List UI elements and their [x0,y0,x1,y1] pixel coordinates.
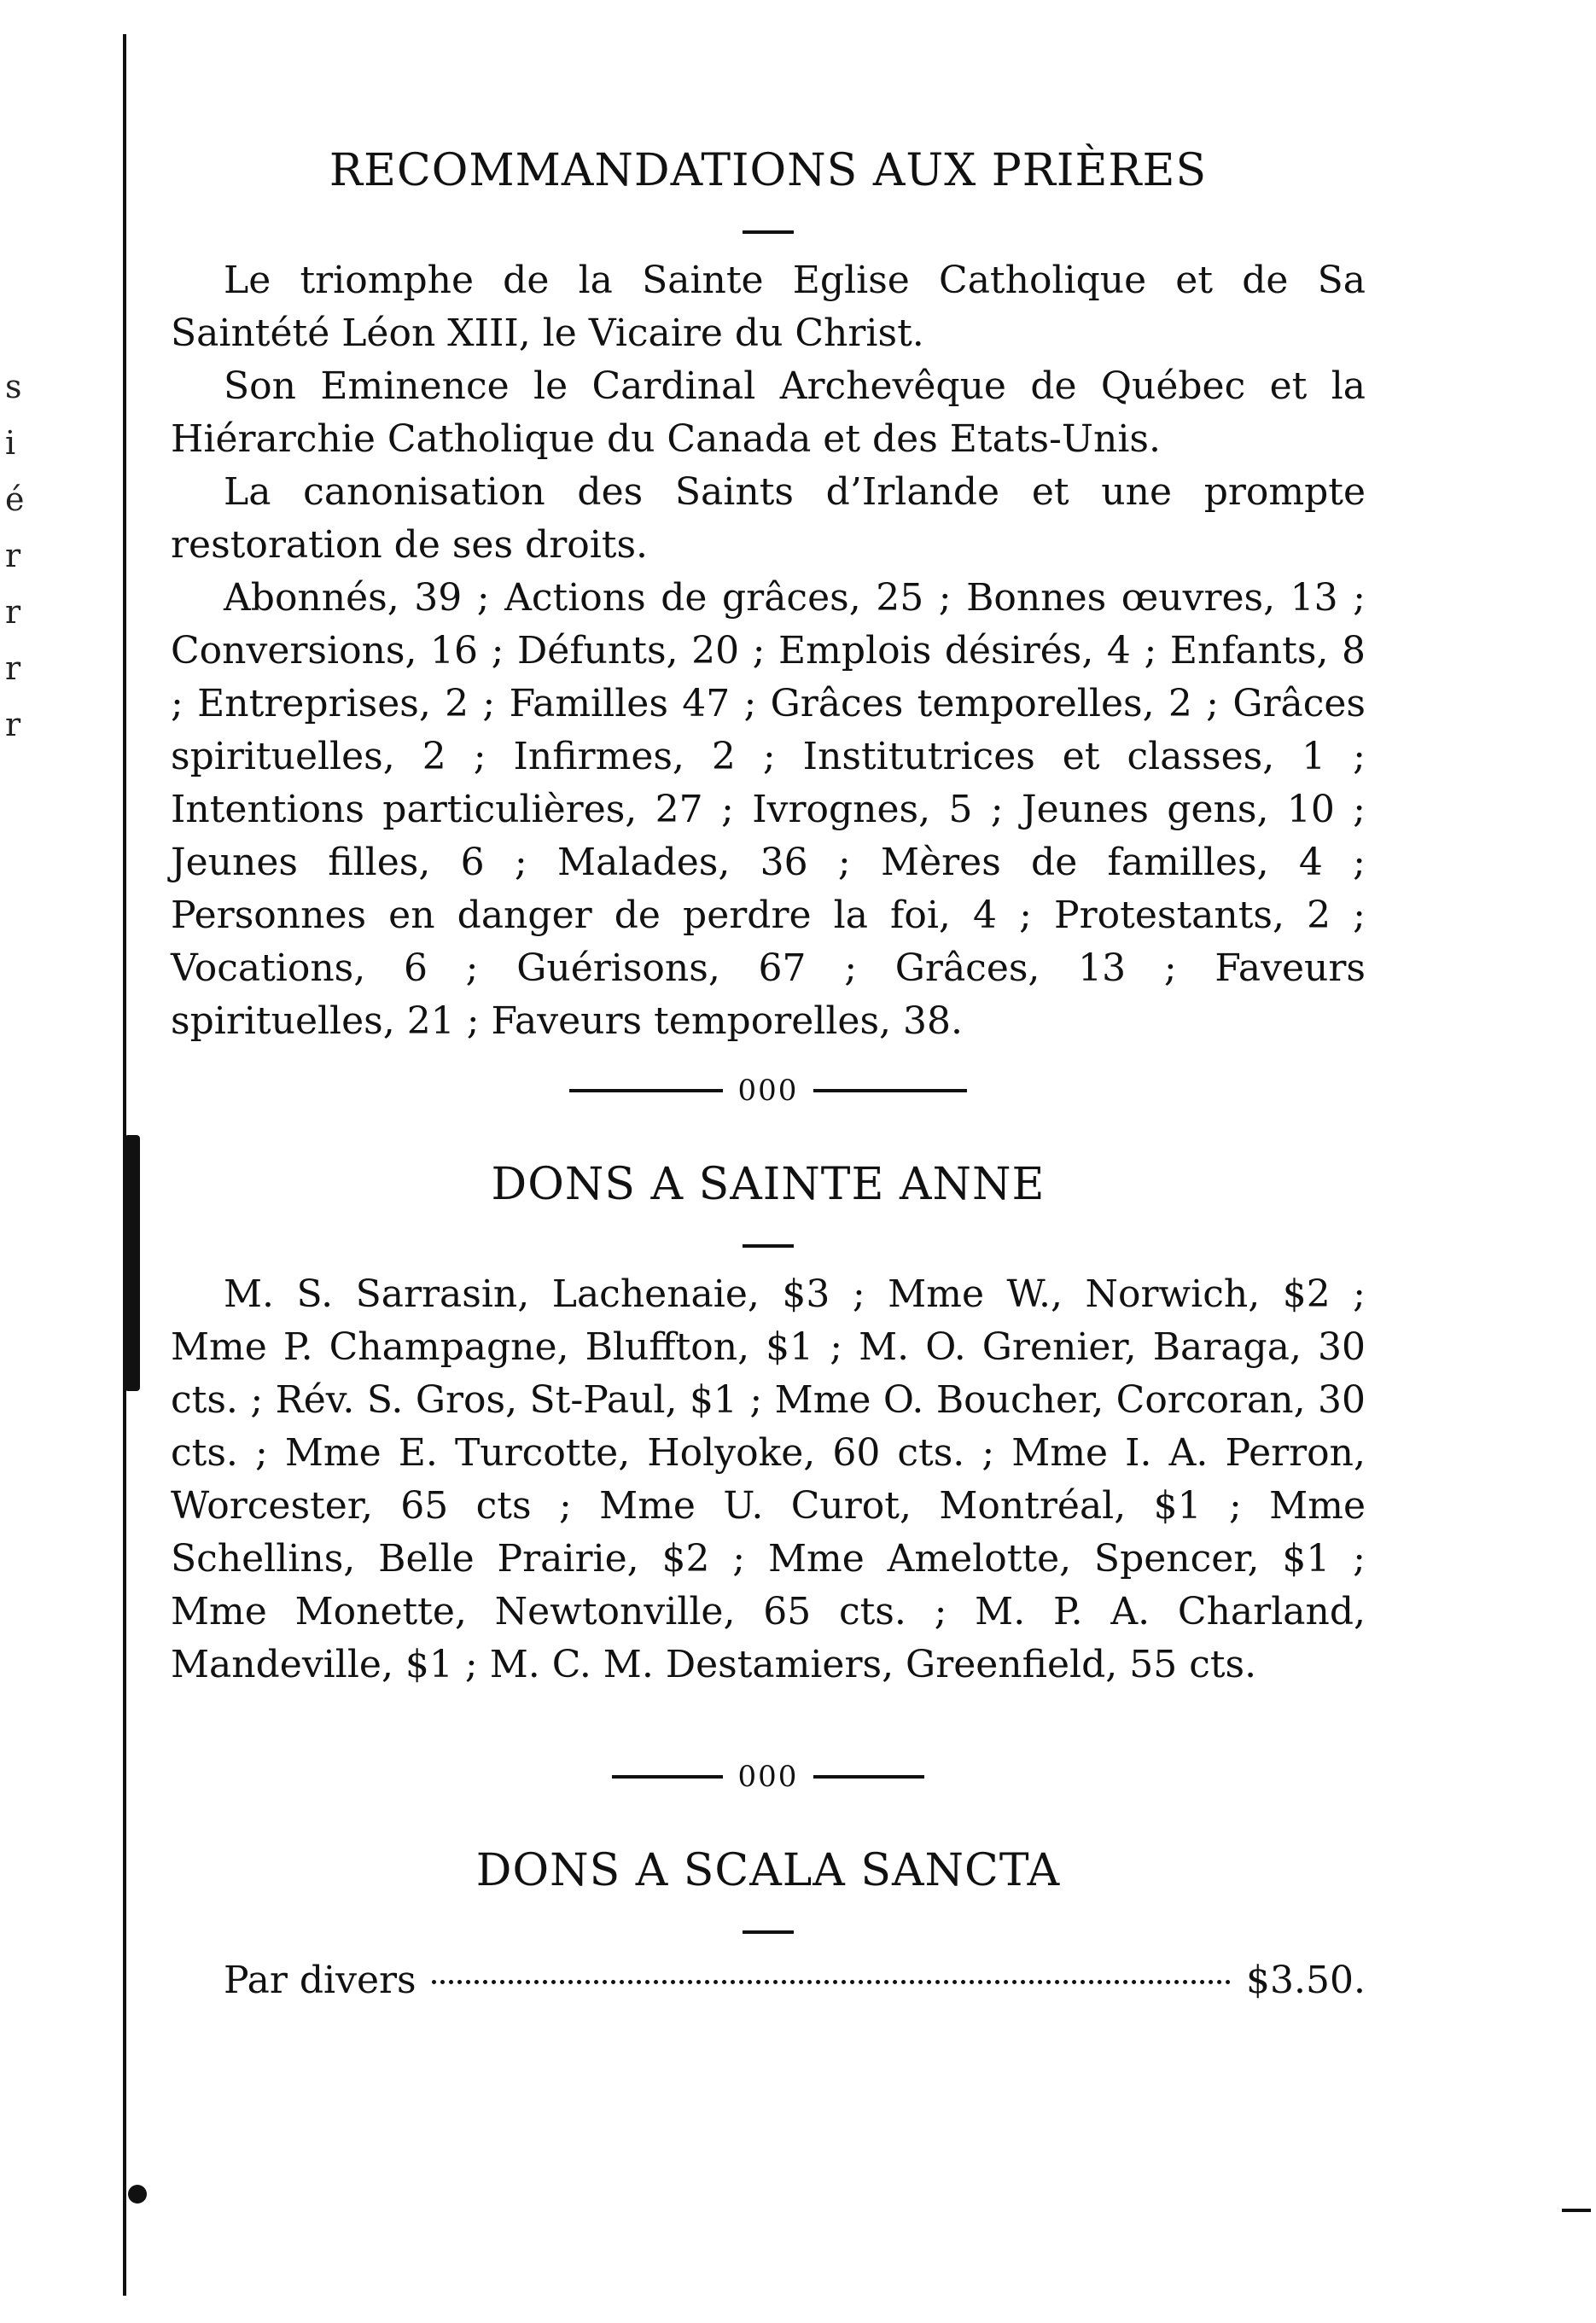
donation-label: Par divers [224,1959,416,2002]
section-heading: DONS A SCALA SANCTA [475,1845,1061,1896]
section-dons-sainte-anne [171,1159,1366,1691]
leader-dots [432,1980,1231,1984]
page-content [171,145,1366,2007]
section-heading: RECOMMANDATIONS AUX PRIÈRES [329,145,1208,196]
edge-letter: r [5,537,21,574]
donation-amount: $3.50. [1246,1959,1366,2002]
separator-line [813,1089,967,1092]
paragraph: Abonnés, 39 ; Actions de grâces, 25 ; Bonnes œuvres, 13 ; Conversions, 16 ; Défunts, 20 ; Emplois désirés, 4 ; Enfants, 8 ; Entreprises, 2 ; Familles 47 ; Grâces temporelles, 2 ; Grâces spirituelles, 2 ; Infirmes, 2 ; Institutrices et classes, 1 ; Intentions particulières, 27 ; Ivrognes, 5 ; Jeunes gens, 10 ; Jeunes filles, 6 ; Malades, 36 ; Mères de familles, 4 ; Personnes en danger de perdre la foi, 4 ; Protestants, 2 ; Vocations, 6 ; Guérisons, 67 ; Grâces, 13 ; Faveurs spirituelles, 21 ; Faveurs temporelles, 38. [171,576,1366,1043]
edge-letters [5,358,31,753]
section-separator [171,1760,1366,1794]
heading-rule [743,1244,794,1248]
edge-letter: r [5,706,21,743]
heading-rule [743,1930,794,1934]
paragraph: La canonisation des Saints d’Irlande et une prompte restoration de ses droits. [171,470,1366,567]
edge-letter: r [5,649,21,687]
edge-letter: é [5,480,25,518]
section-recommandations [171,145,1366,1048]
separator-mark: 000 [737,1760,799,1794]
margin-tick [1562,2209,1591,2212]
section-separator [171,1074,1366,1108]
donation-entry [171,1954,1366,2007]
paragraph: Le triomphe de la Sainte Eglise Catholique et de Sa Saintété Léon XIII, le Vicaire du Christ. [171,259,1366,355]
edge-letter: r [5,593,21,631]
heading-rule [743,230,794,234]
edge-letter: s [5,368,22,405]
section-heading: DONS A SAINTE ANNE [491,1159,1046,1210]
separator-mark: 000 [737,1074,799,1108]
paragraph: M. S. Sarrasin, Lachenaie, $3 ; Mme W., Norwich, $2 ; Mme P. Champagne, Bluffton, $1 ; M. O. Grenier, Baraga, 30 cts. ; Rév. S. Gros, St-Paul, $1 ; Mme O. Boucher, Corcoran, 30 cts. ; Mme E. Turcotte, Holyoke, 60 cts. ; Mme I. A. Perron, Worcester, 65 cts ; Mme U. Curot, Montréal, $1 ; Mme Schellins, Belle Prairie, $2 ; Mme Amelotte, Spencer, $1 ; Mme Monette, Newtonville, 65 cts. ; M. P. A. Charland, Mandeville, $1 ; M. C. M. Destamiers, Greenfield, 55 cts. [171,1272,1366,1686]
separator-line [569,1089,723,1092]
bullet-mark [128,2185,147,2204]
separator-line [612,1775,723,1779]
section-dons-scala-sancta [171,1845,1366,2007]
separator-line [813,1775,924,1779]
binding-mark [125,1135,140,1391]
edge-letter: i [5,424,16,462]
paragraph: Son Eminence le Cardinal Archevêque de Québec et la Hiérarchie Catholique du Canada et des Etats-Unis. [171,364,1366,461]
